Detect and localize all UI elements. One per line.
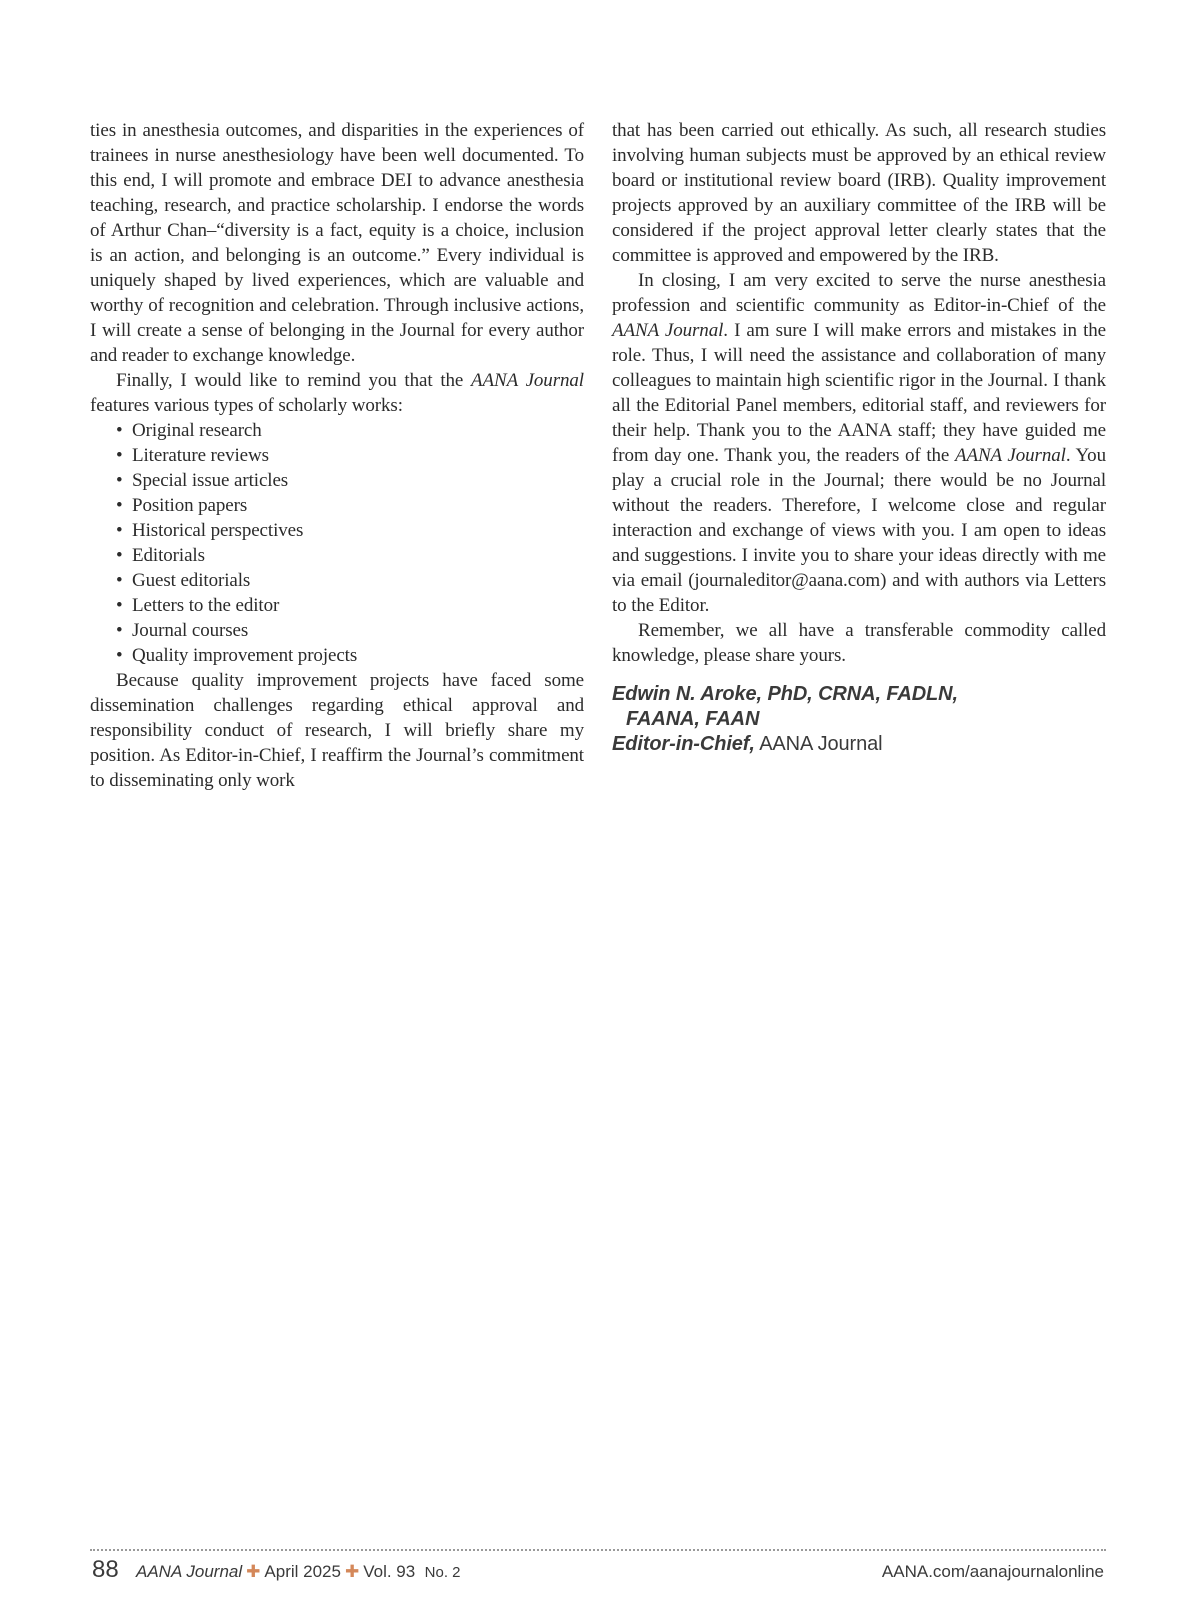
paragraph-scholarly-works: Finally, I would like to remind you that the AANA Journal features various types of scholarly works: — [90, 370, 584, 416]
journal-name-italic: AANA Journal — [471, 370, 584, 391]
right-column — [612, 118, 1106, 757]
footer-journal-name: AANA Journal — [136, 1562, 243, 1581]
list-item: • Journal courses — [116, 618, 584, 643]
author-journal: AANA Journal — [759, 733, 883, 755]
footer-date: April 2025 — [264, 1562, 341, 1581]
footer-volume: Vol. 93 — [363, 1562, 416, 1581]
issue-info — [136, 1562, 461, 1582]
paragraph-dei: ties in anesthesia outcomes, and disparities in the experiences of trainees in nurse anesthesiology have been well documented. To this end, I will promote and embrace DEI to advance anesthesia teaching, research, and practice scholarship. I endorse the words of Arthur Chan–“diversity is a fact, equity is a choice, inclusion is an action, and belonging is an outcome.” Every individual is uniquely shaped by lived experiences, which are valuable and worthy of recognition and celebration. Through inclusive actions, I will create a sense of belonging in the Journal for every author and reader to exchange knowledge. — [90, 120, 584, 366]
cross-separator-icon: ✚ — [344, 1562, 360, 1581]
list-item: • Literature reviews — [116, 443, 584, 468]
footer-url: AANA.com/aanajournalonline — [881, 1562, 1104, 1581]
paragraph-quality-improvement: Because quality improvement projects have faced some dissemination challenges regarding ethical approval and responsibility conduct of research, I will briefly share my position. As Editor-in-Chief, I reaffirm the Journal’s commitment to disseminating only work — [90, 670, 584, 791]
footer-divider — [90, 1549, 1106, 1551]
journal-name-italic: AANA Journal — [954, 445, 1066, 466]
list-item: • Special issue articles — [116, 468, 584, 493]
list-item: • Original research — [116, 418, 584, 443]
left-column — [90, 118, 584, 793]
paragraph-ethics: that has been carried out ethically. As such, all research studies involving human subjects must be approved by an ethical review board or institutional review board (IRB). Quality improvement projects approved by an auxiliary committee of the IRB will be considered if the project approval letter clearly states that the committee is approved and empowered by the IRB. — [612, 120, 1106, 266]
page-footer — [90, 1556, 1106, 1586]
list-item: • Quality improvement projects — [116, 643, 584, 668]
paragraph-remember: Remember, we all have a transferable commodity called knowledge, please share yours. — [612, 620, 1106, 666]
author-credentials: FAANA, FAAN — [626, 708, 760, 730]
signature-block — [612, 682, 1106, 757]
footer-issue: No. 2 — [424, 1564, 461, 1581]
page-number: 88 — [92, 1556, 119, 1583]
author-name: Edwin N. Aroke, PhD, CRNA, FADLN, — [612, 683, 958, 705]
paragraph-closing: In closing, I am very excited to serve the nurse anesthesia profession and scientific community as Editor-in-Chief of the AANA Journal. I am sure I will make errors and mistakes in the role. Thus, I will need the assistance and collaboration of many colleagues to maintain high scientific rigor in the Journal. I thank all the Editorial Panel members, editorial staff, and reviewers for their help. Thank you to the AANA staff; they have guided me from day one. Thank you, the readers of the AANA Journal. You play a crucial role in the Journal; there would be no Journal without the readers. Therefore, I welcome close and regular interaction and exchange of views with you. I am open to ideas and suggestions. I invite you to share your ideas directly with me via email (journaleditor@aana.com) and with authors via Letters to the Editor. — [612, 270, 1107, 616]
list-item: • Historical perspectives — [116, 518, 584, 543]
cross-separator-icon: ✚ — [246, 1562, 261, 1581]
journal-name-italic: AANA Journal — [612, 320, 724, 341]
author-role: Editor-in-Chief, — [612, 733, 755, 755]
scholarly-works-list — [90, 418, 584, 668]
list-item: • Position papers — [116, 493, 584, 518]
list-item: • Guest editorials — [116, 568, 584, 593]
list-item: • Editorials — [116, 543, 584, 568]
list-item: • Letters to the editor — [116, 593, 584, 618]
